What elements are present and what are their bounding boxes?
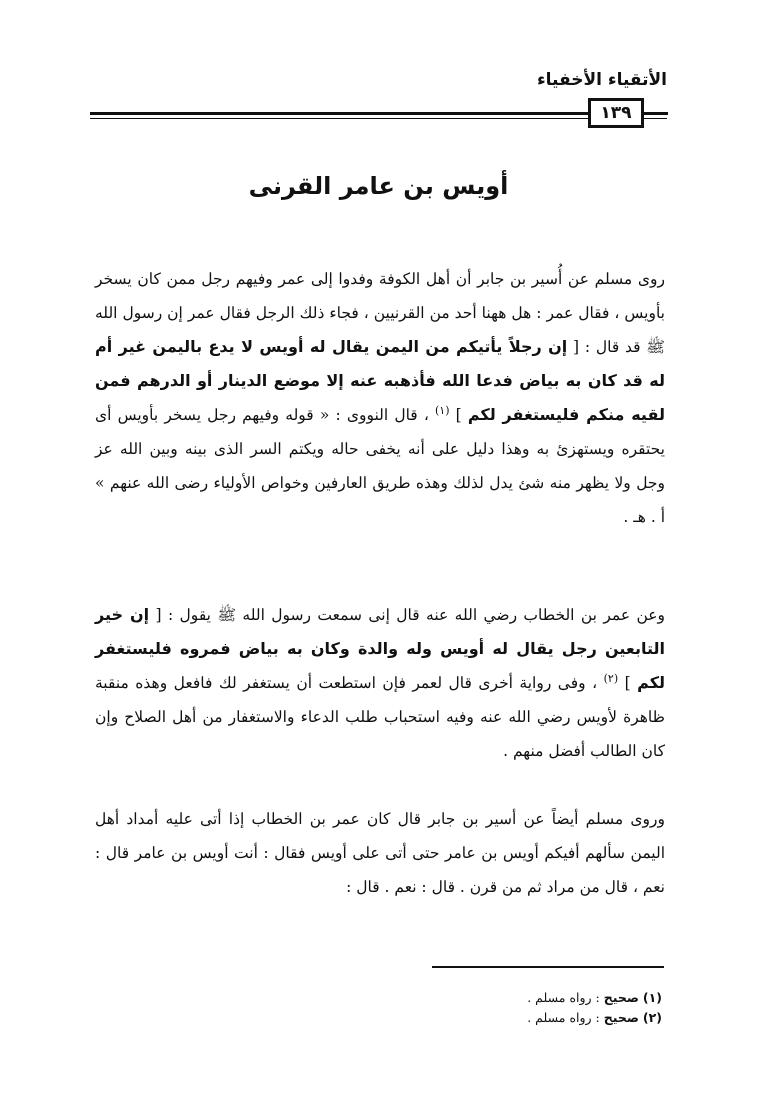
footnote-2 [527,1008,662,1028]
chapter-title: أويس بن عامر القرنى [248,172,509,200]
running-title: الأتقياء الأخفياء [536,70,667,90]
paragraph-1-hadith: إن رجلاً يأتيكم من اليمن يقال له أويس لا يدع باليمن غير أم له قد كان به بياض فدعا الله فأذهبه عنه إلا موضع الدينار أو الدرهم فمن لقيه منكم فليستغفر لكم [95,337,665,424]
footnote-2-source: : رواه مسلم . [527,1010,600,1025]
footnote-1-source: : رواه مسلم . [527,990,600,1005]
footnote-ref-2: (٢) [603,671,619,685]
header-rule-thick [90,112,667,115]
footnote-rule [432,966,664,968]
footnote-1 [527,988,662,1008]
footnote-ref-1: (١) [435,403,450,417]
paragraph-1-commentary: ، قال النووى : « قوله وفيهم رجل يسخر بأويس أى يحتقره ويستهزئ به وهذا دليل على أنه يخفى حاله ويكتم السر الذى بينه وبين الله عز وجل ولا يظهر منه شئ يدل لذلك وهذه طريق العارفين وخواص الأولياء رضى الله عنهم » أ . هـ . [95,406,665,526]
footnote-2-number: (٢) [642,1010,662,1025]
page-number-tick [644,112,668,115]
footnote-1-grade: صحيح [603,990,639,1005]
paragraph-2-hadith: إن خير التابعين رجل يقال له أويس وله والدة وكان به بياض فمروه فليستغفر لكم [95,605,665,692]
paragraph-2-intro: وعن عمر بن الخطاب رضي الله عنه قال إنى سمعت رسول الله ﷺ يقول : [ [155,606,665,624]
footnotes [527,988,662,1028]
paragraph-2 [95,598,665,768]
page-number: ١٣٩ [588,98,644,128]
paragraph-1 [95,262,665,534]
paragraph-2-close: ] [624,674,631,692]
paragraph-2-commentary: ، وفى رواية أخرى قال لعمر فإن استطعت أن يستغفر لك فافعل وهذه منقبة ظاهرة لأويس رضي الله عنه وفيه استحباب طلب الدعاء والاستغفار من أهل الصلاح وإن كان الطالب أفضل منهم . [95,674,665,760]
footnote-1-number: (١) [642,990,662,1005]
paragraph-3: وروى مسلم أيضاً عن أسير بن جابر قال كان عمر بن الخطاب إذا أتى عليه أمداد أهل اليمن سألهم أفيكم أويس بن عامر حتى أتى على أويس فقال : أنت أويس بن عامر قال : نعم ، قال من مراد ثم من قرن . قال : نعم . قال : [95,810,665,896]
paragraph-1-intro: روى مسلم عن أُسير بن جابر أن أهل الكوفة وفدوا إلى عمر وفيهم رجل ممن كان يسخر بأويس ، فقال عمر : هل ههنا أحد من القرنيين ، فجاء ذلك الرجل فقال عمر إن رسول الله ﷺ قد قال : [ [95,270,666,356]
paragraph-1-close: ] [455,406,462,424]
footnote-2-grade: صحيح [603,1010,639,1025]
header-rule-thin [90,118,667,119]
